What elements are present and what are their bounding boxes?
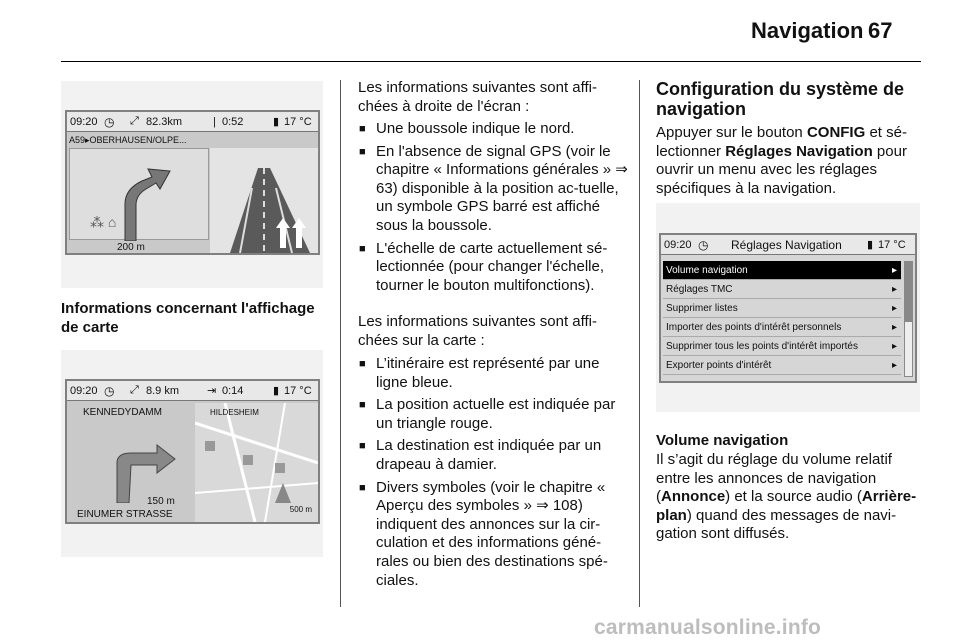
screen-title: Réglages Navigation bbox=[731, 237, 842, 252]
page-number: 67 bbox=[868, 18, 893, 43]
header-rule bbox=[61, 61, 921, 62]
chevron-right-icon: ▸ bbox=[891, 340, 897, 352]
lane-view bbox=[210, 148, 318, 253]
compass-icon: ◷ bbox=[698, 237, 709, 252]
eta-text: 0:52 bbox=[222, 115, 244, 128]
list-item: ■ La destination est indiquée par un drapeau à damier. bbox=[358, 437, 628, 474]
list-item: ■ L'échelle de carte actuellement sé-lectionnée (pour changer l'échelle, tourner le bouton multifonctions). bbox=[358, 240, 628, 296]
chevron-right-icon: ▸ bbox=[891, 321, 897, 333]
turn-arrow-icon bbox=[70, 149, 210, 241]
list-item: ■ La position actuelle est indiquée par un triangle rouge. bbox=[358, 396, 628, 433]
chevron-right-icon: ▸ bbox=[891, 359, 897, 371]
settings-menu bbox=[663, 261, 913, 381]
config-button-ref: CONFIG bbox=[806, 124, 866, 141]
chevron-right-icon: ▸ bbox=[891, 264, 897, 276]
annonce-ref: Annonce bbox=[661, 488, 726, 506]
list-item: ■ Une boussole indique le nord. bbox=[358, 120, 628, 139]
chevron-right-icon: ▸ bbox=[891, 283, 897, 295]
status-bar bbox=[67, 381, 318, 401]
section-title: Configuration du système de navigation bbox=[656, 79, 905, 119]
list-item: ■ L’itinéraire est représenté par une ligne bleue. bbox=[358, 355, 628, 392]
distance-icon: ⤢ bbox=[130, 384, 139, 396]
distance-text: 8.9 km bbox=[146, 384, 180, 397]
distance-icon: ⤢ bbox=[130, 115, 139, 127]
clock-text: 09:20 bbox=[70, 115, 98, 128]
arriere-plan-ref: Arrière-plan bbox=[656, 488, 917, 524]
temperature-text: 17 °C bbox=[284, 384, 312, 397]
page-header-title: Navigation bbox=[751, 18, 864, 43]
status-bar bbox=[67, 112, 318, 132]
compass-icon: ◷ bbox=[104, 114, 115, 129]
figure-panel-1 bbox=[61, 81, 323, 288]
column-divider-1 bbox=[340, 80, 341, 607]
list-item: ■ Divers symboles (voir le chapitre « Aperçu des symboles » ⇒ 108) indiquent des annonces sur la cir-culation et des informations géné-rales ou bien des destinations spé-ciales. bbox=[358, 479, 628, 591]
compass-icon: ◷ bbox=[104, 383, 115, 398]
thermometer-icon: ▮ bbox=[273, 385, 280, 397]
menu-item-volume-navigation[interactable]: Volume navigation ▸ bbox=[663, 261, 901, 280]
clock-text: 09:20 bbox=[70, 384, 98, 397]
temperature-text: 17 °C bbox=[284, 115, 312, 128]
menu-item-supprimer-listes[interactable]: Supprimer listes ▸ bbox=[663, 299, 901, 318]
turn-distance: 150 m bbox=[147, 496, 175, 507]
intro-paragraph-2: Les informations suivantes sont affi-chées sur la carte : bbox=[358, 313, 598, 349]
svg-text:⁂ ⌂: ⁂ ⌂ bbox=[90, 214, 117, 230]
menu-item-importer-poi[interactable]: Importer des points d'intérêt personnels ▸ bbox=[663, 318, 901, 337]
map-place-label: HILDESHEIM bbox=[210, 408, 259, 417]
config-paragraph: Appuyer sur le bouton CONFIG et sé-lectionner Réglages Navigation pour ouvrir un menu avec les réglages spécifiques à la navigation. bbox=[656, 124, 907, 197]
menu-item-exporter-poi[interactable]: Exporter points d'intérêt ▸ bbox=[663, 356, 901, 375]
scrollbar-thumb[interactable] bbox=[905, 262, 912, 322]
map-scale: 500 m bbox=[289, 505, 312, 514]
street-top: KENNEDYDAMM bbox=[83, 407, 162, 418]
figure-caption-1: Informations concernant l'affichage de carte bbox=[61, 300, 315, 336]
turn-view bbox=[69, 148, 209, 240]
chevron-right-icon: ▸ bbox=[891, 302, 897, 314]
menu-item-supprimer-poi[interactable]: Supprimer tous les points d'intérêt importés ▸ bbox=[663, 337, 901, 356]
footer-watermark: carmanualsonline.info bbox=[594, 616, 822, 639]
list-item: ■ En l'absence de signal GPS (voir le chapitre « Informations générales » ⇒ 63) disponible à la position ac-tuelle, un symbole GPS barré est affiché sous la boussole. bbox=[358, 143, 628, 236]
volume-paragraph: Il s’agit du réglage du volume relatif entre les annonces de navigation (Annonce) et la source audio (Arrière-plan) quand des messages de navi-gation sont diffusés. bbox=[656, 451, 917, 543]
separator: | bbox=[213, 115, 216, 128]
scrollbar[interactable] bbox=[904, 261, 913, 377]
menu-item-reglages-tmc[interactable]: Réglages TMC ▸ bbox=[663, 280, 901, 299]
highway-lanes-icon bbox=[210, 148, 318, 253]
column-divider-2 bbox=[639, 80, 640, 607]
eta-text: 0:14 bbox=[222, 384, 244, 397]
thermometer-icon: ▮ bbox=[273, 116, 280, 128]
reglages-ref: Réglages Navigation bbox=[725, 142, 873, 160]
intro-paragraph-1: Les informations suivantes sont affi-chées à droite de l'écran : bbox=[358, 79, 598, 115]
volume-section-title: Volume navigation bbox=[656, 432, 789, 449]
destination-arrow-icon: ⇥ bbox=[207, 385, 217, 397]
temperature-text: 17 °C bbox=[878, 238, 906, 251]
figure-panel-2 bbox=[61, 350, 323, 557]
thermometer-icon: ▮ bbox=[867, 239, 874, 251]
distance-text: 82.3km bbox=[146, 115, 183, 128]
figure-panel-3 bbox=[656, 203, 920, 412]
nav-screen-2 bbox=[65, 379, 320, 524]
nav-screen-1 bbox=[65, 110, 320, 255]
settings-screen bbox=[659, 233, 917, 383]
bullet-list-1 bbox=[358, 120, 628, 299]
bullet-list-2 bbox=[358, 355, 628, 594]
map-view bbox=[195, 403, 318, 522]
road-label: A59▸OBERHAUSEN/OLPE... bbox=[69, 135, 187, 145]
status-bar bbox=[661, 235, 915, 255]
street-bottom: EINUMER STRASSE bbox=[77, 509, 173, 520]
clock-text: 09:20 bbox=[664, 238, 692, 251]
turn-distance: 200 m bbox=[117, 242, 145, 253]
